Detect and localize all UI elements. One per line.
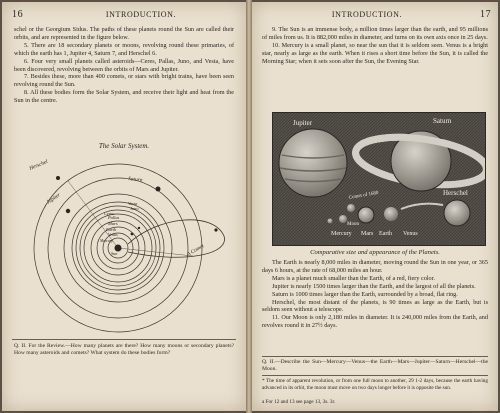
paragraph: 7. Besides these, more than 400 comets, or stars with bright trains, have been seen revolving round the Sun. — [14, 73, 234, 89]
paragraph: 5. There are 18 secondary planets or moons, revolving round these primaries, of which the earth has 1, Jupiter 4, Saturn 7, and Herschel 6. — [14, 41, 234, 57]
venus-globe — [384, 207, 398, 221]
paragraph: Herschel, the most distant of the planets, is 90 times as large as the Earth, but is seldom seen without a telescope. — [262, 298, 488, 314]
divider — [262, 356, 488, 357]
herschel-globe — [444, 200, 470, 226]
jupiter-globe — [279, 129, 347, 197]
comet-head — [214, 228, 217, 231]
paragraph: 11. Our Moon is only 2,180 miles in diameter. It is 240,000 miles from the Earth, and revolves round it in 27½ days. — [262, 314, 488, 330]
diagram-label: Venus — [108, 232, 118, 237]
left-body-text — [14, 26, 234, 105]
planets-illustration — [273, 113, 486, 246]
diagram-label: Earth — [106, 227, 117, 232]
plate-label: Comet of 1680 — [348, 190, 379, 201]
diagram-label: Mercury — [100, 239, 113, 243]
plate-label: Venus — [403, 231, 418, 237]
diagram-label: Jupiter — [45, 191, 62, 206]
paragraph: Saturn is 1000 times larger than the Earth, surrounded by a broad, flat ring. — [272, 290, 458, 298]
plate-label: Saturn — [433, 117, 452, 125]
diagram-label: Vesta — [128, 201, 138, 206]
right-body-text-top — [262, 26, 488, 66]
page-number: 16 — [12, 9, 24, 20]
paragraph: schel or the Georgium Sidus. The paths of these planets round the Sun are called their orbits, and are represented in the figure below. — [14, 26, 234, 41]
plate-label: Mars — [361, 231, 374, 237]
paragraph: Mars is a planet much smaller than the Earth, of a red, fiery color. — [272, 274, 435, 282]
running-head-title: INTRODUCTION. — [105, 10, 177, 19]
footnote: a For 12 and 13 see page 13, 3s. 3r. — [262, 399, 336, 405]
plate-label: Moon — [347, 222, 359, 227]
diagram-label: Sun — [111, 251, 118, 256]
right-page — [252, 2, 498, 411]
diagram-label: Mars — [108, 221, 118, 226]
right-body-text-bottom — [262, 259, 488, 330]
diagram-label: Juno — [130, 206, 139, 211]
review-questions: Q. II. For the Review.—How many planets are there? How many moons or secondary planets? How many asteroids and comets? What system do these bodies form? — [14, 343, 234, 356]
earth-planet — [131, 233, 134, 236]
page-number: 17 — [480, 9, 492, 20]
planets-plate — [272, 112, 486, 246]
footnote: * The time of apparent revolution, or from one full moon to another, 29 1-2 days, because the earth having advanced in its orbit, the moon must move on two days longer before it is opposite the sun. — [262, 378, 488, 391]
diagram-label: Pallas — [108, 215, 120, 220]
diagram-label: A Comet — [186, 243, 206, 258]
herschel-planet — [56, 176, 60, 180]
divider — [12, 339, 236, 340]
diagram-label: Ceres — [104, 211, 115, 216]
comet-orbit — [128, 220, 225, 257]
moon-globe — [347, 204, 355, 212]
jupiter-planet — [66, 209, 70, 213]
figure-caption: The Solar System. — [98, 142, 150, 150]
review-questions: Q. II.—Describe the Sun—Mercury—Venus—the Earth—Mars—Jupiter—Saturn—Herschel—the Moon. — [262, 359, 488, 372]
divider — [262, 375, 488, 376]
paragraph: The Earth is nearly 8,000 miles in diameter, moving round the Sun in one year, or 365 days 6 hours, at the rate of 68,000 miles an hour. — [262, 259, 488, 274]
paragraph: 8. All these bodies form the Solar System, and receive their light and heat from the Sun in the centre. — [14, 89, 234, 105]
paragraph: 6. Four very small planets called asteroids—Ceres, Pallas, Juno, and Vesta, have been discovered, revolving between the orbits of Mars and Jupiter. — [14, 57, 234, 73]
plate-label: Earth — [379, 231, 392, 237]
plate-caption: Comparative size and appearance of the Planets. — [310, 249, 440, 256]
paragraph: 10. Mercury is a small planet, so near the sun that it is seldom seen. Venus is a bright star, nearly as large as the earth. When it rises a short time before the Sun, it is called the Morning Star; when it sets soon after the Sun, the Evening Star. — [262, 41, 488, 65]
diagram-label: Herschel — [28, 158, 49, 172]
solar-system-diagram — [8, 156, 244, 334]
earth-globe — [358, 207, 374, 223]
diagram-label: Saturn — [127, 176, 143, 184]
saturn-planet — [156, 187, 161, 192]
running-head-title: INTRODUCTION. — [331, 10, 403, 19]
paragraph: 9. The Sun is an immense body, a million times larger than the earth, and 95 millions of miles from us. It is 882,000 miles in diameter, and turns on its own axis once in 25 days. — [262, 26, 488, 41]
paragraph: Jupiter is nearly 1500 times larger than the Earth, and the largest of all the planets. — [272, 282, 476, 290]
plate-label: Herschel — [443, 189, 468, 197]
mercury-globe — [328, 219, 333, 224]
mars-planet — [138, 227, 140, 229]
mars-globe — [339, 215, 347, 223]
plate-label: Jupiter — [293, 119, 313, 127]
plate-label: Mercury — [331, 231, 352, 237]
left-page — [2, 2, 246, 411]
